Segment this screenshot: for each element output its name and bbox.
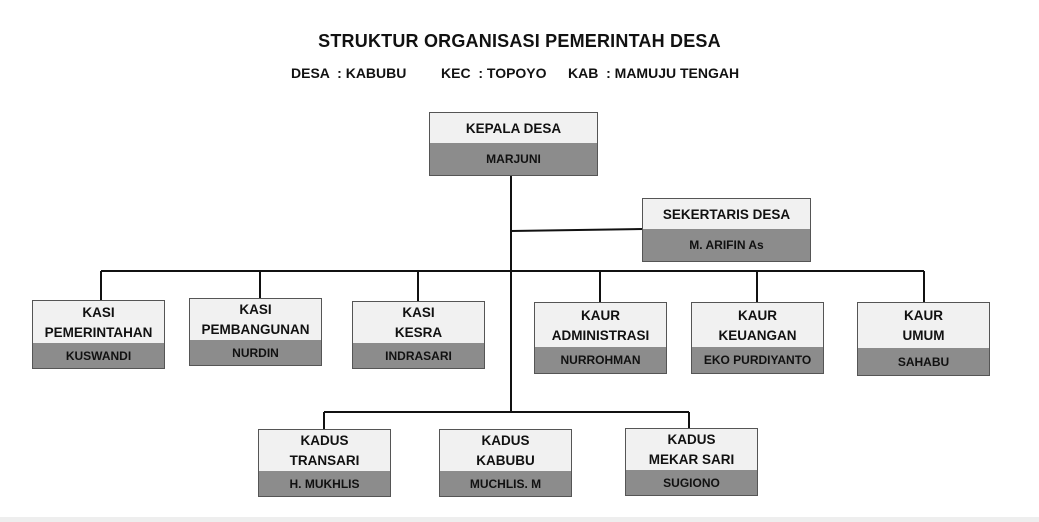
staff-position-line1: KASI (82, 304, 115, 320)
dusun-name: MUCHLIS. M (440, 471, 571, 496)
staff-position-line1: KAUR (738, 307, 777, 323)
staff-box-kasi-kesra (352, 301, 485, 369)
sekretaris-desa-name: M. ARIFIN As (643, 229, 810, 261)
dusun-position-line1: KADUS (300, 433, 349, 448)
dusun-position-line2: KABUBU (476, 453, 535, 468)
staff-position-line2: KEUANGAN (718, 327, 797, 343)
staff-position (535, 303, 666, 349)
kec-label: KEC : TOPOYO (441, 65, 547, 81)
staff-position-line1: KASI (402, 305, 435, 320)
staff-position-line1: KAUR (581, 307, 620, 323)
bottom-band (0, 517, 1039, 522)
staff-position-line2: ADMINISTRASI (551, 327, 650, 343)
staff-position (692, 303, 823, 349)
dusun-position (259, 430, 390, 473)
dusun-position-line1: KADUS (667, 432, 716, 447)
staff-position-line2: UMUM (902, 328, 945, 343)
staff-name: INDRASARI (353, 343, 484, 368)
staff-box-kaur-administrasi (534, 302, 667, 374)
secretary-branch-line (511, 229, 643, 231)
kepala-desa-name: MARJUNI (430, 143, 597, 175)
staff-position (353, 302, 484, 345)
staff-name: EKO PURDIYANTO (692, 347, 823, 373)
desa-label: DESA : KABUBU (291, 65, 407, 81)
staff-name: KUSWANDI (33, 343, 164, 368)
dusun-box-transari (258, 429, 391, 497)
staff-box-kaur-keuangan (691, 302, 824, 374)
sekretaris-desa-title-text: SEKERTARIS DESA (662, 206, 791, 222)
dusun-box-mekar-sari (625, 428, 758, 496)
staff-box-kasi-pemerintahan (32, 300, 165, 369)
dusun-position-line2: TRANSARI (289, 453, 360, 468)
staff-position (33, 301, 164, 345)
dusun-position-line2: MEKAR SARI (648, 452, 735, 467)
dusun-name: SUGIONO (626, 470, 757, 495)
dusun-position (626, 429, 757, 472)
sekretaris-desa-box (642, 198, 811, 262)
staff-box-kaur-umum (857, 302, 990, 376)
kepala-desa-title-text: KEPALA DESA (465, 120, 562, 136)
staff-position-line2: KESRA (394, 325, 443, 340)
staff-position (190, 299, 321, 342)
staff-position-line2: PEMERINTAHAN (44, 324, 153, 340)
kepala-desa-title (430, 113, 597, 145)
staff-position-line1: KAUR (904, 308, 943, 323)
staff-position-line1: KASI (239, 302, 272, 317)
staff-name: SAHABU (858, 348, 989, 375)
dusun-position-line1: KADUS (481, 433, 530, 448)
sekretaris-desa-title (643, 199, 810, 231)
kepala-desa-box (429, 112, 598, 176)
kab-label: KAB : MAMUJU TENGAH (568, 65, 740, 81)
chart-title: STRUKTUR ORGANISASI PEMERINTAH DESA (318, 31, 721, 51)
staff-position (858, 303, 989, 350)
dusun-name: H. MUKHLIS (259, 471, 390, 496)
staff-position-line2: PEMBANGUNAN (201, 322, 310, 337)
staff-name: NURROHMAN (535, 347, 666, 373)
dusun-box-kabubu (439, 429, 572, 497)
staff-name: NURDIN (190, 340, 321, 365)
staff-box-kasi-pembangunan (189, 298, 322, 366)
dusun-position (440, 430, 571, 473)
